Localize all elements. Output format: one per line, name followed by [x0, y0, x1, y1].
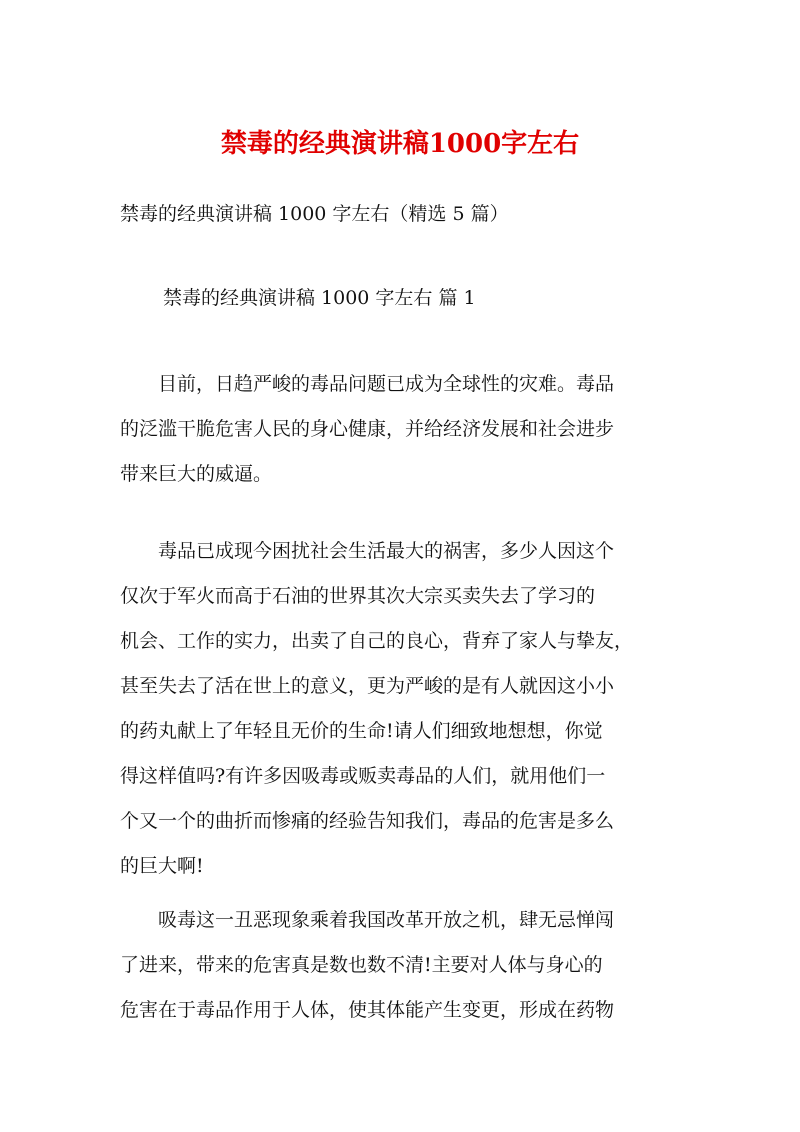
text-line: 仅次于军火而高于石油的世界其次大宗买卖失去了学习的	[120, 585, 596, 607]
paragraph-3	[120, 898, 614, 1033]
text-line: 的药丸献上了年轻且无价的生命!请人们细致地想想，你觉	[120, 720, 603, 742]
text-line: 毒品已成现今困扰社会生活最大的祸害，多少人因这个	[120, 540, 615, 562]
text-line: 的泛滥干脆危害人民的身心健康，并给经济发展和社会进步	[120, 418, 615, 440]
text-line: 甚至失去了活在世上的意义，更为严峻的是有人就因这小小	[120, 675, 615, 697]
text-line: 带来巨大的威逼。	[120, 463, 273, 485]
text-line: 机会、工作的实力，出卖了自己的良心，背弃了家人与挚友，	[120, 630, 634, 652]
section-heading: 禁毒的经典演讲稿 1000 字左右 篇 1	[163, 287, 476, 309]
text-line: 吸毒这一丑恶现象乘着我国改革开放之机，肆无忌惮闯	[120, 909, 615, 931]
paragraph-2	[120, 529, 633, 889]
paragraph-1	[120, 362, 614, 497]
text-line: 了进来，带来的危害真是数也数不清!主要对人体与身心的	[120, 954, 603, 976]
document-title: 禁毒的经典演讲稿1000字左右	[220, 129, 580, 159]
text-line: 的巨大啊!	[120, 855, 204, 877]
document-subtitle: 禁毒的经典演讲稿 1000 字左右（精选 5 篇）	[120, 203, 509, 225]
text-line: 危害在于毒品作用于人体，使其体能产生变更，形成在药物	[120, 999, 615, 1021]
text-line: 个又一个的曲折而惨痛的经验告知我们，毒品的危害是多么	[120, 810, 615, 832]
text-line: 得这样值吗?有许多因吸毒或贩卖毒品的人们，就用他们一	[120, 765, 606, 787]
text-line: 目前，日趋严峻的毒品问题已成为全球性的灾难。毒品	[120, 373, 615, 395]
